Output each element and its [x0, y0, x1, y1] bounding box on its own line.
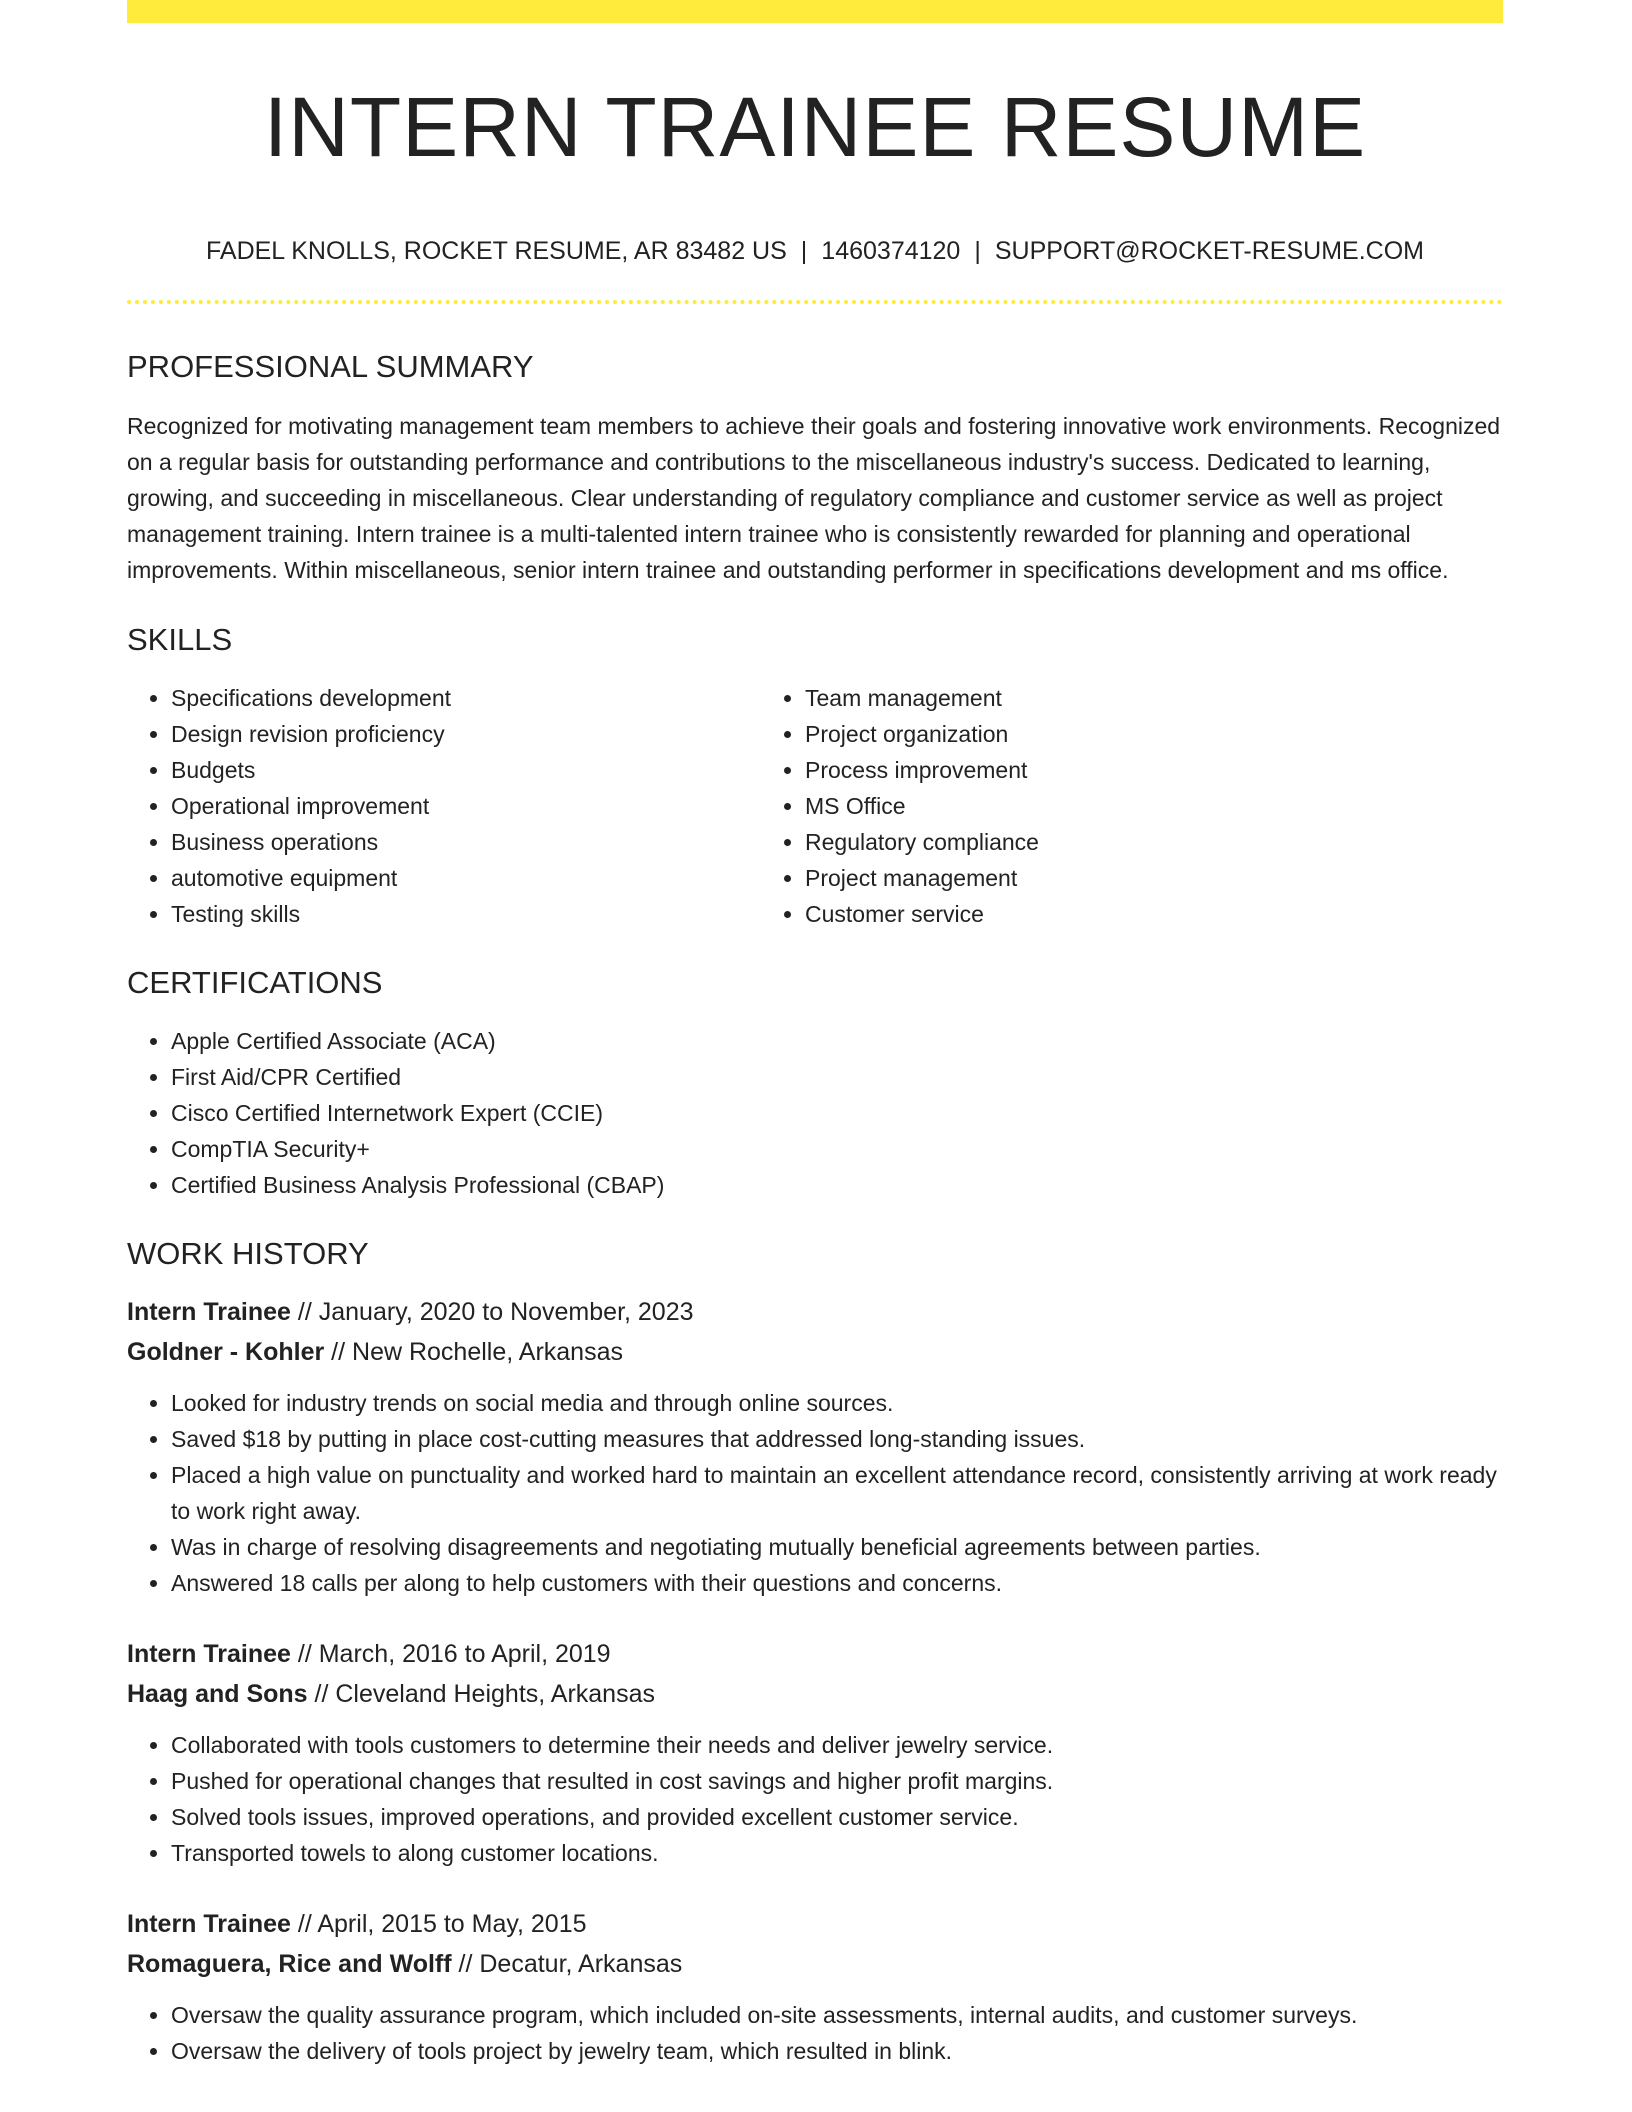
skills-left-list	[127, 680, 761, 932]
job-bullet: • Solved tools issues, improved operations, and provided excellent customer service.	[171, 1799, 1503, 1835]
skill-item: • Business operations	[171, 824, 761, 860]
job-bullets	[127, 1385, 1503, 1601]
job-bullets	[127, 1727, 1503, 1871]
skill-item: • MS Office	[805, 788, 1395, 824]
job-location: // Cleveland Heights, Arkansas	[307, 1680, 655, 1708]
job-title-line	[127, 1292, 1503, 1332]
job-company-line	[127, 1944, 1503, 1984]
resume-page	[127, 0, 1503, 2069]
skills-columns	[127, 680, 1503, 932]
job-bullets	[127, 1997, 1503, 2069]
certification-item: • Cisco Certified Internetwork Expert (CCIE)	[171, 1095, 1503, 1131]
job-bullet: • Placed a high value on punctuality and worked hard to maintain an excellent attendance record, consistently arriving at work ready to work right away.	[171, 1457, 1503, 1529]
dotted-divider	[127, 300, 1503, 304]
work-history-heading: WORK HISTORY	[127, 1236, 369, 1271]
job-location: // Decatur, Arkansas	[451, 1950, 683, 1978]
skills-right-list	[761, 680, 1395, 932]
summary-heading: PROFESSIONAL SUMMARY	[127, 349, 534, 384]
top-accent-bar	[127, 0, 1503, 23]
certification-item: • First Aid/CPR Certified	[171, 1059, 1503, 1095]
job-bullet: • Oversaw the quality assurance program, which included on-site assessments, internal audits, and customer surveys.	[171, 1997, 1503, 2033]
skill-item: • Customer service	[805, 896, 1395, 932]
contact-line	[127, 239, 1503, 264]
contact-separator: |	[974, 237, 981, 265]
skill-item: • Design revision proficiency	[171, 716, 761, 752]
summary-text: Recognized for motivating management team members to achieve their goals and fostering innovative work environments. Recognized on a regular basis for outstanding performance and contributions to the miscellaneous industry's success. Dedicated to learning, growing, and succeeding in miscellaneous. Clear understanding of regulatory compliance and customer service as well as project management training. Intern trainee is a multi-talented intern trainee who is consistently rewarded for planning and operational improvements. Within miscellaneous, senior intern trainee and outstanding performer in specifications development and ms office.	[127, 413, 1501, 583]
job-title-line	[127, 1904, 1503, 1944]
resume-title: INTERN TRAINEE RESUME	[263, 80, 1367, 174]
job-company-line	[127, 1332, 1503, 1372]
contact-phone: 1460374120	[821, 237, 961, 265]
job-bullet: • Oversaw the delivery of tools project by jewelry team, which resulted in blink.	[171, 2033, 1503, 2069]
certification-item: • CompTIA Security+	[171, 1131, 1503, 1167]
job-entry	[127, 1292, 1503, 1601]
skill-item: • Project organization	[805, 716, 1395, 752]
job-title: Intern Trainee	[127, 1910, 291, 1938]
job-bullet: • Pushed for operational changes that resulted in cost savings and higher profit margins.	[171, 1763, 1503, 1799]
job-dates: // January, 2020 to November, 2023	[290, 1298, 694, 1326]
job-bullet: • Looked for industry trends on social media and through online sources.	[171, 1385, 1503, 1421]
job-company: Romaguera, Rice and Wolff	[127, 1950, 452, 1978]
skill-item: • Operational improvement	[171, 788, 761, 824]
contact-email: SUPPORT@ROCKET-RESUME.COM	[994, 237, 1424, 265]
skill-item: • Testing skills	[171, 896, 761, 932]
skill-item: • Specifications development	[171, 680, 761, 716]
certifications-heading: CERTIFICATIONS	[127, 965, 383, 1000]
job-title-line	[127, 1634, 1503, 1674]
job-title: Intern Trainee	[127, 1640, 291, 1668]
job-entry	[127, 1904, 1503, 2069]
contact-separator: |	[800, 237, 808, 265]
job-company: Goldner - Kohler	[127, 1338, 325, 1366]
skill-item: • Regulatory compliance	[805, 824, 1395, 860]
skill-item: • Project management	[805, 860, 1395, 896]
skill-item: • Team management	[805, 680, 1395, 716]
job-bullet: • Transported towels to along customer locations.	[171, 1835, 1503, 1871]
job-company: Haag and Sons	[127, 1680, 308, 1708]
job-bullet: • Was in charge of resolving disagreements and negotiating mutually beneficial agreements between parties.	[171, 1529, 1503, 1565]
certifications-list	[127, 1023, 1503, 1203]
contact-address: FADEL KNOLLS, ROCKET RESUME, AR 83482 US	[206, 237, 787, 265]
job-bullet: • Answered 18 calls per along to help customers with their questions and concerns.	[171, 1565, 1503, 1601]
job-bullet: • Saved $18 by putting in place cost-cutting measures that addressed long-standing issues.	[171, 1421, 1503, 1457]
job-title: Intern Trainee	[127, 1298, 291, 1326]
job-dates: // March, 2016 to April, 2019	[290, 1640, 611, 1668]
skill-item: • Budgets	[171, 752, 761, 788]
skills-heading: SKILLS	[127, 622, 233, 657]
job-company-line	[127, 1674, 1503, 1714]
job-bullet: • Collaborated with tools customers to determine their needs and deliver jewelry service.	[171, 1727, 1503, 1763]
certification-item: • Certified Business Analysis Professional (CBAP)	[171, 1167, 1503, 1203]
job-dates: // April, 2015 to May, 2015	[290, 1910, 587, 1938]
skill-item: • Process improvement	[805, 752, 1395, 788]
job-location: // New Rochelle, Arkansas	[324, 1338, 623, 1366]
job-entry	[127, 1634, 1503, 1871]
skill-item: • automotive equipment	[171, 860, 761, 896]
certification-item: • Apple Certified Associate (ACA)	[171, 1023, 1503, 1059]
